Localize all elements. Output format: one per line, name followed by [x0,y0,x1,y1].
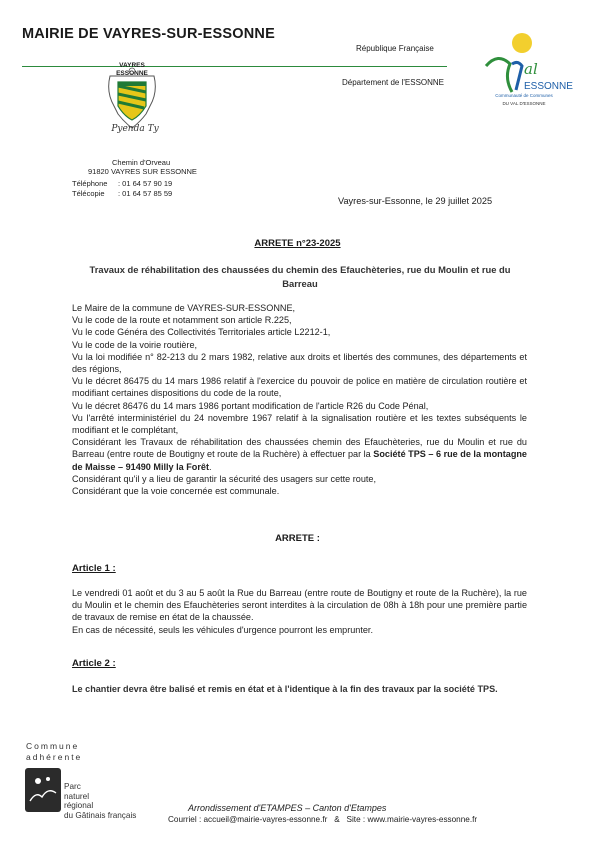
site-link[interactable]: www.mairie-vayres-essonne.fr [367,815,478,824]
courriel-link[interactable]: accueil@mairie-vayres-essonne.fr [203,815,328,824]
considerant-line: Vu le décret 86475 du 14 mars 1986 relatif à l'exercice du pouvoir de police en matière de circulation routière et modifiant certaines dispositions du code de la route, [72,376,527,399]
contact-line [168,815,477,824]
considerant-line: Le Maire de la commune de VAYRES-SUR-ESSONNE, [72,303,296,313]
phone-value: : 01 64 57 90 19 [118,179,173,188]
fax-label: Télécopie [72,189,105,198]
essonne-logo-subtitle: Communauté de Communes [495,93,553,98]
considerant-line: Vu la loi modifiée n° 82-213 du 2 mars 1982, relative aux droits et libertés des communes, des départements et des régions, [72,351,527,375]
considerant-securite: Considérant qu'il y a lieu de garantir la sécurité des usagers sur cette route, [72,473,377,484]
article-1-body [72,587,527,636]
mairie-title: MAIRIE DE VAYRES-SUR-ESSONNE [22,26,275,42]
considerant-travaux [72,436,527,473]
considerant-travaux-end: . [208,461,212,472]
considerant-line: Vu le code de la route et notamment son article R.225, [72,315,292,326]
article-2-title: Article 2 : [72,658,116,669]
site-label: Site : [346,815,366,824]
crest-motto: Pyenda Ty [111,124,159,134]
parc-text: Parc naturel régional du Gâtinais français [64,782,137,820]
article-1-text: Le vendredi 01 août et du 3 au 5 août la Rue du Barreau (entre route de Boutigny et route de la Ruchère), la rue du Moulin et le chemin des Efauchèteries seront interdites à la circulation de 08h à 18h pour une première partie de travaux de remise en état de la chaussée. [72,588,527,623]
considerant-line: Vu le code de la voirie routière, [72,339,198,350]
arrete-heading: ARRETE : [275,533,320,544]
courriel-label: Courriel : [168,815,202,824]
crest-town-name: VAYRES ESSONNE [116,62,148,77]
arrete-subject: Travaux de réhabilitation des chaussées du chemin des Efauchèteries, rue du Moulin et rue du Barreau [89,264,511,289]
considerant-line: Vu le décret 86476 du 14 mars 1986 portant modification de l'article R26 du Code Pénal, [72,400,429,411]
fax-value: : 01 64 57 85 59 [118,189,173,198]
phone-label: Téléphone [72,179,108,188]
considerant-line: Vu l'arrêté interministériel du 24 novembre 1967 relatif à la signalisation routière et les textes subséquents le modifiant et le complétant, [72,412,527,436]
article-2-body: Le chantier devra être balisé et remis en état et à l'identique à la fin des travaux par la société TPS. [72,684,498,694]
considerant-line: Vu le code Généra des Collectivités Territoriales article L2212-1, [72,327,331,338]
essonne-logo-subtitle-2: DU VAL D'ESSONNE [502,101,546,106]
address-line-1: Chemin d'Orveau [112,158,171,167]
article-1-title: Article 1 : [72,563,116,574]
republique-francaise: République Française [356,44,434,53]
arrete-number: ARRETE n°23-2025 [254,238,341,249]
considerant-voie: Considérant que la voie concernée est communale. [72,486,280,497]
commune-adherente-label: Commune adhérente [26,741,83,762]
header-divider [22,66,447,67]
essonne-logo-word: ESSONNE [524,81,573,92]
considerant-travaux-text: Considérant les Travaux de réhabilitation des chaussées chemin des Efauchèteries, rue du Moulin et rue du Barreau (entre route de Boutigny et route de la Ruchère) à effectuer par la [72,437,527,460]
address-line-2: 91820 VAYRES SUR ESSONNE [88,167,197,176]
considerants-block [72,302,527,497]
article-1-text-2: En cas de nécessité, seuls les véhicules d'urgence pourront les emprunter. [72,624,373,635]
parc-gatinais-logo [24,767,62,813]
departement-label: Département de l'ESSONNE [342,78,445,87]
separator: & [334,815,340,824]
arrondissement-line: Arrondissement d'ETAMPES – Canton d'Etampes [188,803,387,813]
document-date: Vayres-sur-Essonne, le 29 juillet 2025 [338,196,493,206]
svg-text:al: al [524,60,538,78]
contractor-name: Société TPS – 6 rue de la montagne de Maisse – 91490 Milly la Forêt [72,449,527,472]
